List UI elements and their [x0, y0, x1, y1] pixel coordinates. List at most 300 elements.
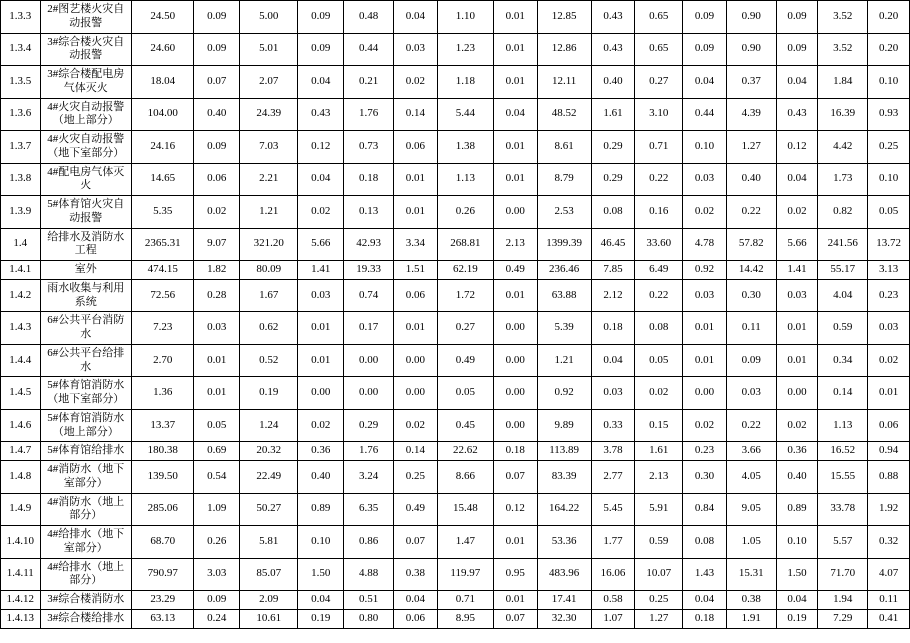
row-value: 0.48: [344, 1, 394, 34]
row-value: 0.18: [683, 609, 727, 628]
row-value: 71.70: [818, 558, 868, 591]
row-item-name: 雨水收集与利用系统: [40, 279, 132, 312]
row-value: 0.04: [298, 591, 344, 610]
row-value: 32.30: [537, 609, 591, 628]
row-item-name: 6#公共平台给排水: [40, 344, 132, 377]
row-code: 1.4.6: [1, 409, 41, 442]
row-value: 1.36: [132, 377, 194, 410]
row-item-name: 5#体育馆火灾自动报警: [40, 196, 132, 229]
row-value: 2.77: [591, 461, 635, 494]
row-value: 0.18: [591, 312, 635, 345]
row-value: 0.04: [298, 163, 344, 196]
row-item-name: 5#体育馆给排水: [40, 442, 132, 461]
row-value: 0.27: [437, 312, 493, 345]
row-value: 3.52: [818, 1, 868, 34]
row-value: 0.03: [683, 163, 727, 196]
row-value: 0.10: [868, 163, 910, 196]
row-value: 0.05: [635, 344, 683, 377]
row-value: 1.91: [726, 609, 776, 628]
table-row: [1, 98, 910, 131]
row-value: 0.14: [394, 442, 438, 461]
row-code: 1.4.12: [1, 591, 41, 610]
table-row: [1, 526, 910, 559]
row-value: 2.21: [240, 163, 298, 196]
table-row: [1, 261, 910, 280]
row-value: 1.27: [726, 131, 776, 164]
row-value: 0.92: [683, 261, 727, 280]
row-item-name: 4#消防水（地上部分）: [40, 493, 132, 526]
row-value: 0.14: [818, 377, 868, 410]
row-value: 0.01: [394, 196, 438, 229]
row-value: 1.09: [194, 493, 240, 526]
row-value: 0.80: [344, 609, 394, 628]
row-value: 0.05: [194, 409, 240, 442]
row-value: 0.15: [635, 409, 683, 442]
row-value: 0.25: [635, 591, 683, 610]
row-value: 0.19: [240, 377, 298, 410]
row-value: 0.01: [868, 377, 910, 410]
row-value: 0.09: [194, 591, 240, 610]
row-value: 7.29: [818, 609, 868, 628]
row-value: 0.26: [437, 196, 493, 229]
row-value: 0.36: [776, 442, 818, 461]
table-row: [1, 461, 910, 494]
row-value: 2.12: [591, 279, 635, 312]
row-code: 1.4.13: [1, 609, 41, 628]
row-value: 0.09: [194, 131, 240, 164]
row-value: 0.04: [298, 66, 344, 99]
row-value: 5.91: [635, 493, 683, 526]
row-value: 33.78: [818, 493, 868, 526]
row-value: 483.96: [537, 558, 591, 591]
row-value: 0.04: [683, 591, 727, 610]
row-value: 0.02: [298, 196, 344, 229]
row-value: 0.30: [726, 279, 776, 312]
row-value: 15.48: [437, 493, 493, 526]
row-value: 4.04: [818, 279, 868, 312]
row-value: 0.03: [726, 377, 776, 410]
row-value: 7.03: [240, 131, 298, 164]
row-value: 0.65: [635, 1, 683, 34]
row-value: 1.61: [591, 98, 635, 131]
row-value: 0.00: [493, 312, 537, 345]
row-value: 0.09: [194, 1, 240, 34]
row-value: 1.94: [818, 591, 868, 610]
row-value: 5.44: [437, 98, 493, 131]
row-value: 0.03: [683, 279, 727, 312]
row-value: 2.70: [132, 344, 194, 377]
row-value: 790.97: [132, 558, 194, 591]
row-value: 3.52: [818, 33, 868, 66]
table-row: [1, 163, 910, 196]
row-value: 5.57: [818, 526, 868, 559]
row-value: 72.56: [132, 279, 194, 312]
row-value: 0.04: [776, 163, 818, 196]
row-value: 0.09: [298, 33, 344, 66]
row-value: 1.27: [635, 609, 683, 628]
row-value: 15.55: [818, 461, 868, 494]
row-value: 0.06: [194, 163, 240, 196]
row-value: 0.01: [776, 312, 818, 345]
row-value: 0.95: [493, 558, 537, 591]
row-value: 0.03: [298, 279, 344, 312]
row-value: 80.09: [240, 261, 298, 280]
row-value: 1.76: [344, 98, 394, 131]
row-value: 0.00: [344, 377, 394, 410]
row-value: 53.36: [537, 526, 591, 559]
row-value: 0.36: [298, 442, 344, 461]
row-code: 1.4.2: [1, 279, 41, 312]
table-row: [1, 131, 910, 164]
row-code: 1.4.11: [1, 558, 41, 591]
row-value: 1.38: [437, 131, 493, 164]
row-value: 3.24: [344, 461, 394, 494]
row-value: 23.29: [132, 591, 194, 610]
row-item-name: 4#火灾自动报警（地下室部分）: [40, 131, 132, 164]
row-value: 1.21: [537, 344, 591, 377]
row-value: 0.07: [493, 609, 537, 628]
row-value: 9.89: [537, 409, 591, 442]
row-value: 4.88: [344, 558, 394, 591]
row-value: 0.89: [776, 493, 818, 526]
row-code: 1.4: [1, 228, 41, 261]
row-value: 0.32: [868, 526, 910, 559]
row-value: 0.04: [394, 1, 438, 34]
row-item-name: 4#消防水（地下室部分）: [40, 461, 132, 494]
row-value: 0.40: [298, 461, 344, 494]
row-value: 9.07: [194, 228, 240, 261]
row-value: 0.30: [683, 461, 727, 494]
row-value: 24.39: [240, 98, 298, 131]
row-value: 0.37: [726, 66, 776, 99]
row-value: 0.49: [394, 493, 438, 526]
row-value: 15.31: [726, 558, 776, 591]
row-value: 0.06: [868, 409, 910, 442]
row-value: 0.19: [776, 609, 818, 628]
row-value: 0.09: [298, 1, 344, 34]
row-value: 0.01: [493, 279, 537, 312]
row-value: 0.09: [194, 33, 240, 66]
row-code: 1.3.7: [1, 131, 41, 164]
row-value: 0.09: [776, 33, 818, 66]
row-value: 0.59: [635, 526, 683, 559]
row-value: 16.52: [818, 442, 868, 461]
row-value: 241.56: [818, 228, 868, 261]
row-item-name: 4#给排水（地下室部分）: [40, 526, 132, 559]
row-value: 0.93: [868, 98, 910, 131]
row-code: 1.4.7: [1, 442, 41, 461]
row-value: 17.41: [537, 591, 591, 610]
row-value: 62.19: [437, 261, 493, 280]
row-value: 5.00: [240, 1, 298, 34]
row-value: 46.45: [591, 228, 635, 261]
row-value: 1.82: [194, 261, 240, 280]
table-row: [1, 591, 910, 610]
row-value: 1.61: [635, 442, 683, 461]
row-value: 63.13: [132, 609, 194, 628]
row-value: 4.05: [726, 461, 776, 494]
row-code: 1.4.10: [1, 526, 41, 559]
row-value: 0.11: [726, 312, 776, 345]
row-value: 1.41: [776, 261, 818, 280]
row-value: 24.60: [132, 33, 194, 66]
table-row: [1, 1, 910, 34]
table-row: [1, 558, 910, 591]
row-value: 12.85: [537, 1, 591, 34]
row-value: 0.01: [493, 163, 537, 196]
row-value: 0.58: [591, 591, 635, 610]
row-value: 1.41: [298, 261, 344, 280]
row-value: 0.20: [868, 1, 910, 34]
table-row: [1, 228, 910, 261]
row-value: 8.79: [537, 163, 591, 196]
row-value: 9.05: [726, 493, 776, 526]
row-value: 0.03: [776, 279, 818, 312]
row-value: 0.09: [683, 1, 727, 34]
row-value: 2.09: [240, 591, 298, 610]
row-value: 1.50: [298, 558, 344, 591]
row-value: 0.01: [194, 344, 240, 377]
table-row: [1, 66, 910, 99]
row-value: 1.13: [818, 409, 868, 442]
row-value: 0.16: [635, 196, 683, 229]
row-code: 1.3.6: [1, 98, 41, 131]
row-value: 19.33: [344, 261, 394, 280]
row-value: 0.40: [776, 461, 818, 494]
table-row: [1, 196, 910, 229]
row-value: 0.00: [776, 377, 818, 410]
row-value: 0.43: [776, 98, 818, 131]
row-value: 0.02: [194, 196, 240, 229]
row-value: 0.06: [394, 609, 438, 628]
row-value: 3.34: [394, 228, 438, 261]
row-value: 4.07: [868, 558, 910, 591]
row-value: 0.25: [868, 131, 910, 164]
row-value: 5.66: [776, 228, 818, 261]
row-value: 0.01: [493, 591, 537, 610]
row-code: 1.4.1: [1, 261, 41, 280]
row-value: 2.53: [537, 196, 591, 229]
row-value: 0.90: [726, 1, 776, 34]
row-value: 0.06: [394, 279, 438, 312]
row-value: 0.22: [726, 409, 776, 442]
row-value: 0.01: [776, 344, 818, 377]
row-value: 0.08: [591, 196, 635, 229]
row-value: 0.02: [683, 409, 727, 442]
row-value: 0.43: [591, 33, 635, 66]
row-value: 0.23: [868, 279, 910, 312]
row-value: 0.59: [818, 312, 868, 345]
row-value: 0.01: [394, 312, 438, 345]
row-value: 16.06: [591, 558, 635, 591]
row-value: 4.78: [683, 228, 727, 261]
row-value: 0.38: [394, 558, 438, 591]
row-value: 0.00: [493, 196, 537, 229]
row-value: 5.45: [591, 493, 635, 526]
row-value: 0.69: [194, 442, 240, 461]
row-item-name: 4#给排水（地上部分）: [40, 558, 132, 591]
row-value: 0.29: [591, 131, 635, 164]
row-value: 1.76: [344, 442, 394, 461]
row-value: 3.66: [726, 442, 776, 461]
row-value: 0.02: [868, 344, 910, 377]
row-value: 104.00: [132, 98, 194, 131]
row-value: 10.61: [240, 609, 298, 628]
row-value: 4.42: [818, 131, 868, 164]
row-value: 2.13: [493, 228, 537, 261]
row-value: 268.81: [437, 228, 493, 261]
row-item-name: 3#综合楼火灾自动报警: [40, 33, 132, 66]
row-value: 0.01: [298, 344, 344, 377]
row-value: 48.52: [537, 98, 591, 131]
row-value: 0.02: [635, 377, 683, 410]
row-value: 0.22: [635, 163, 683, 196]
row-value: 1.10: [437, 1, 493, 34]
row-value: 13.72: [868, 228, 910, 261]
row-value: 0.74: [344, 279, 394, 312]
row-value: 1.23: [437, 33, 493, 66]
row-value: 0.11: [868, 591, 910, 610]
row-value: 1399.39: [537, 228, 591, 261]
row-value: 0.26: [194, 526, 240, 559]
row-value: 1.24: [240, 409, 298, 442]
row-value: 119.97: [437, 558, 493, 591]
row-item-name: 3#综合楼给排水: [40, 609, 132, 628]
row-value: 0.00: [493, 409, 537, 442]
row-value: 113.89: [537, 442, 591, 461]
row-value: 0.09: [776, 1, 818, 34]
row-code: 1.4.5: [1, 377, 41, 410]
row-value: 0.38: [726, 591, 776, 610]
table-row: [1, 609, 910, 628]
row-value: 285.06: [132, 493, 194, 526]
row-code: 1.4.8: [1, 461, 41, 494]
row-value: 1.73: [818, 163, 868, 196]
row-code: 1.3.4: [1, 33, 41, 66]
row-value: 2365.31: [132, 228, 194, 261]
row-value: 63.88: [537, 279, 591, 312]
row-value: 0.41: [868, 609, 910, 628]
row-value: 85.07: [240, 558, 298, 591]
row-value: 0.13: [344, 196, 394, 229]
row-value: 1.18: [437, 66, 493, 99]
row-value: 0.12: [493, 493, 537, 526]
row-value: 0.18: [493, 442, 537, 461]
row-value: 0.00: [683, 377, 727, 410]
row-value: 5.39: [537, 312, 591, 345]
row-value: 0.40: [194, 98, 240, 131]
row-value: 0.10: [776, 526, 818, 559]
table-row: [1, 377, 910, 410]
row-value: 0.86: [344, 526, 394, 559]
row-value: 8.66: [437, 461, 493, 494]
row-value: 0.43: [591, 1, 635, 34]
row-value: 0.71: [437, 591, 493, 610]
row-value: 0.12: [776, 131, 818, 164]
row-value: 0.06: [394, 131, 438, 164]
row-value: 20.32: [240, 442, 298, 461]
row-value: 7.23: [132, 312, 194, 345]
row-value: 1.13: [437, 163, 493, 196]
row-item-name: 3#综合楼配电房气体灭火: [40, 66, 132, 99]
row-value: 14.65: [132, 163, 194, 196]
row-value: 0.01: [493, 131, 537, 164]
row-item-name: 5#体育馆消防水（地上部分）: [40, 409, 132, 442]
row-value: 22.62: [437, 442, 493, 461]
row-value: 0.04: [394, 591, 438, 610]
row-value: 0.21: [344, 66, 394, 99]
row-value: 8.95: [437, 609, 493, 628]
row-value: 1.67: [240, 279, 298, 312]
row-value: 0.24: [194, 609, 240, 628]
row-value: 0.01: [298, 312, 344, 345]
row-value: 18.04: [132, 66, 194, 99]
row-code: 1.4.4: [1, 344, 41, 377]
row-value: 0.05: [868, 196, 910, 229]
row-value: 0.25: [394, 461, 438, 494]
row-value: 14.42: [726, 261, 776, 280]
table-row: [1, 493, 910, 526]
row-value: 16.39: [818, 98, 868, 131]
row-value: 6.49: [635, 261, 683, 280]
row-value: 0.00: [394, 344, 438, 377]
row-value: 7.85: [591, 261, 635, 280]
row-value: 0.02: [394, 409, 438, 442]
row-value: 1.51: [394, 261, 438, 280]
row-value: 0.29: [591, 163, 635, 196]
table-row: [1, 442, 910, 461]
row-value: 83.39: [537, 461, 591, 494]
row-value: 0.22: [635, 279, 683, 312]
row-value: 0.10: [683, 131, 727, 164]
row-value: 0.49: [493, 261, 537, 280]
row-value: 0.03: [868, 312, 910, 345]
row-value: 236.46: [537, 261, 591, 280]
row-value: 0.01: [493, 33, 537, 66]
row-value: 5.01: [240, 33, 298, 66]
row-value: 55.17: [818, 261, 868, 280]
row-value: 321.20: [240, 228, 298, 261]
row-value: 0.65: [635, 33, 683, 66]
row-value: 68.70: [132, 526, 194, 559]
row-value: 3.03: [194, 558, 240, 591]
row-value: 1.21: [240, 196, 298, 229]
row-value: 3.13: [868, 261, 910, 280]
row-value: 0.03: [591, 377, 635, 410]
row-value: 1.43: [683, 558, 727, 591]
row-value: 0.02: [683, 196, 727, 229]
row-value: 12.86: [537, 33, 591, 66]
row-value: 0.49: [437, 344, 493, 377]
row-value: 0.88: [868, 461, 910, 494]
row-value: 0.19: [298, 609, 344, 628]
row-value: 4.39: [726, 98, 776, 131]
row-value: 0.02: [776, 196, 818, 229]
row-value: 3.10: [635, 98, 683, 131]
row-value: 0.02: [776, 409, 818, 442]
row-value: 1.05: [726, 526, 776, 559]
row-value: 22.49: [240, 461, 298, 494]
row-value: 0.01: [493, 1, 537, 34]
row-value: 24.50: [132, 1, 194, 34]
row-value: 0.82: [818, 196, 868, 229]
row-value: 0.01: [683, 344, 727, 377]
row-item-name: 4#火灾自动报警（地上部分）: [40, 98, 132, 131]
row-value: 0.52: [240, 344, 298, 377]
row-value: 0.00: [493, 377, 537, 410]
table-row: [1, 279, 910, 312]
row-value: 57.82: [726, 228, 776, 261]
